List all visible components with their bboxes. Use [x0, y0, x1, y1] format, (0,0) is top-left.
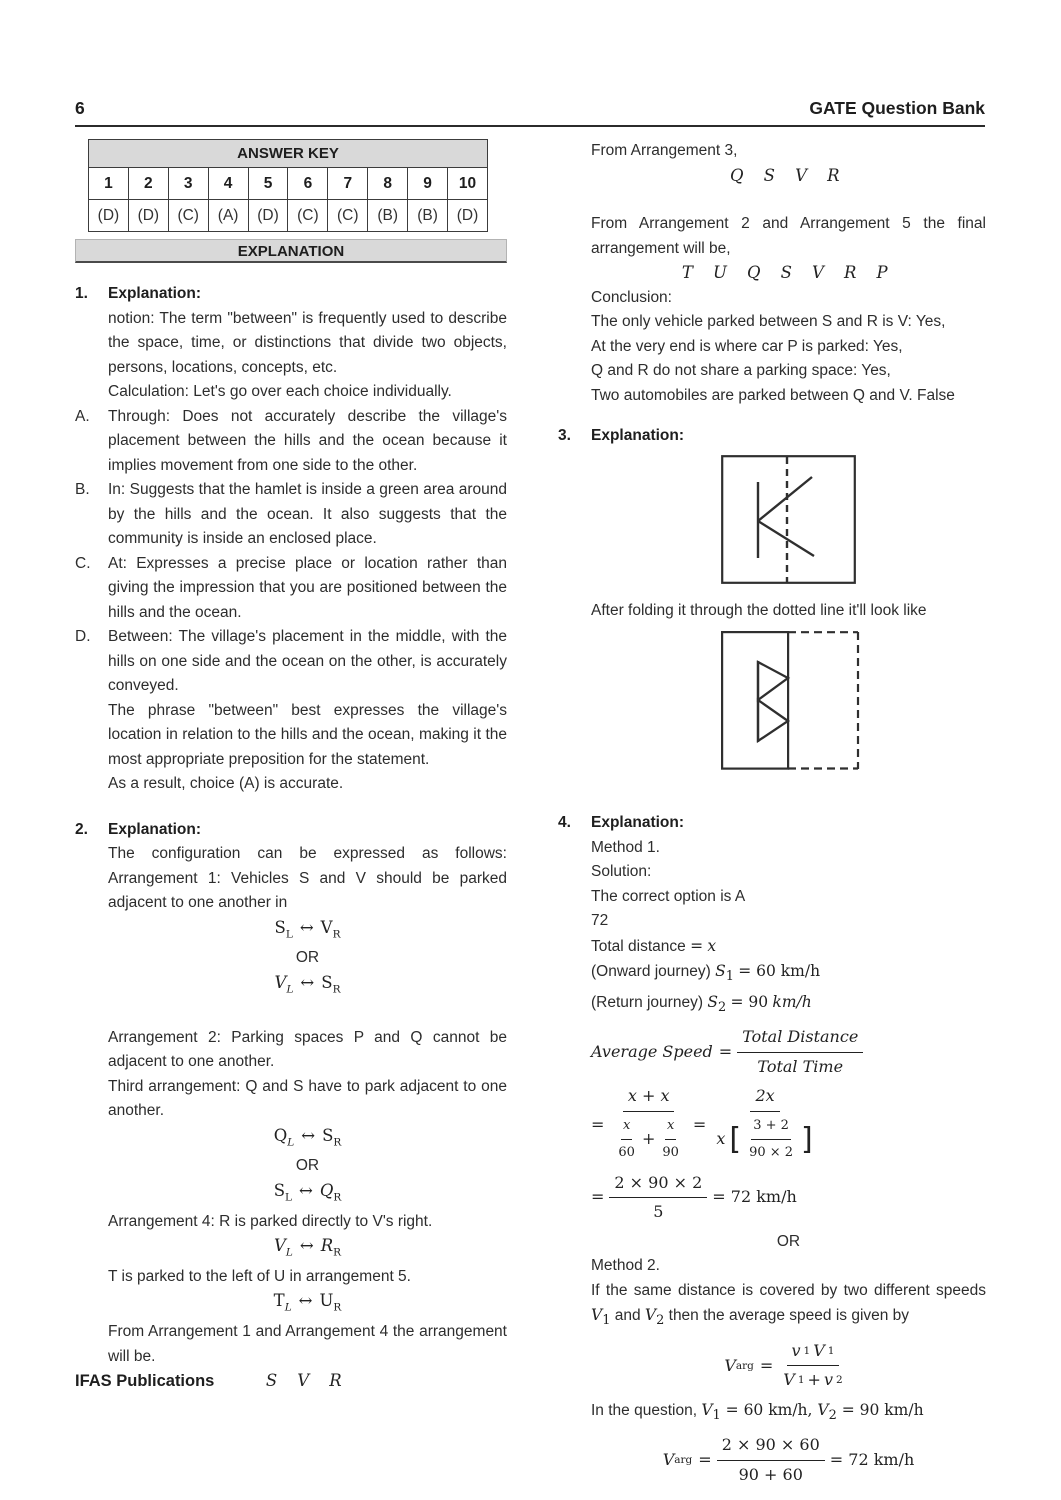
paragraph: As a result, choice (A) is accurate. — [108, 775, 344, 792]
k-shape-lower-diagonal — [758, 521, 814, 556]
paragraph: Third arrangement: Q and S have to park adjacent to one another. — [108, 1077, 507, 1120]
item-title: Explanation: — [108, 820, 202, 838]
left-column — [75, 282, 507, 1394]
paragraph: Two automobiles are parked between Q and V. False — [591, 386, 955, 404]
paragraph: The only vehicle parked between S and R is V: Yes, — [591, 313, 946, 330]
option-row — [75, 478, 507, 552]
explanation-item-2-continued — [558, 139, 986, 408]
answer-key-answer-cell: (D) — [89, 200, 129, 232]
paragraph: Calculation: Let's go over each choice individually. — [108, 383, 452, 400]
answer-key-number-cell: 9 — [408, 168, 448, 200]
paragraph: Conclusion: — [591, 288, 672, 306]
paragraph: At the very end is where car P is parked: Yes, — [591, 337, 903, 355]
option-row — [75, 625, 507, 699]
paragraph: The phrase "between" best expresses the village's location in relation to the hills and the ocean, making it the most appropriate preposition for the statement. — [108, 701, 507, 768]
formula-arrangement-5: $T_L$ ↔ $U_R$ — [273, 1291, 342, 1314]
paragraph: notion: The term "between" is frequently used to describe the space, time, or distinctions that divide two objects, persons, locations, concepts, etc. — [108, 309, 507, 376]
paragraph: T is parked to the left of U in arrangement 5. — [108, 1267, 411, 1285]
explanation-item-4 — [558, 811, 986, 1487]
or-separator: OR — [295, 1157, 320, 1175]
explanation-heading: EXPLANATION — [75, 239, 507, 263]
right-bracket: ] — [801, 1122, 813, 1158]
triangle-bottom — [758, 700, 788, 741]
answer-key-answer-cell: (D) — [128, 200, 168, 232]
answer-key-number-cell: 10 — [448, 168, 488, 200]
answer-key-table — [88, 139, 488, 232]
paragraph: From Arrangement 1 and Arrangement 4 the arrangement will be. — [108, 1323, 507, 1365]
paragraph: Solution: — [591, 863, 652, 880]
document-title: GATE Question Bank — [809, 98, 985, 118]
or-separator: OR — [776, 1232, 801, 1250]
v-avg-result-formula: V arg = $\frac{2 \times 90 \times 60}{90 + 60}$ = 72 km/h — [662, 1435, 915, 1484]
item-title: Explanation: — [108, 285, 202, 302]
left-right-arrow-icon: ↔ — [299, 917, 314, 937]
answer-key-answer-cell: (D) — [448, 200, 488, 232]
answer-key-answer-cell: (C) — [288, 200, 328, 232]
figure-before-fold — [721, 455, 986, 593]
item-number: 4. — [558, 814, 571, 831]
v-avg-formula: V arg = v 1 V 1 V 1 + v 2 — [724, 1340, 843, 1390]
left-bracket: [ — [729, 1122, 742, 1158]
option-row — [75, 552, 507, 626]
item-title: Explanation: — [591, 814, 685, 831]
page-number: 6 — [75, 98, 85, 118]
k-shape-upper-diagonal — [758, 477, 812, 521]
answer-key-answer-cell: (D) — [248, 200, 288, 232]
or-separator: OR — [295, 949, 320, 967]
left-right-arrow-icon: ↔ — [299, 1180, 313, 1200]
answer-key-number-cell: 4 — [208, 168, 248, 200]
formula-final-arrangement: T U Q S V R P — [681, 263, 896, 282]
paragraph: From Arrangement 3, — [591, 142, 738, 159]
unfolded-square-figure — [721, 455, 856, 584]
paragraph-method2: If the same distance is covered by two different speeds $V_1$ and $V_2$ then the average speed is given by — [591, 1281, 986, 1329]
formula-arrangement-1b: $V_L$ ↔ $S_R$ — [274, 972, 341, 996]
paragraph: The configuration can be expressed as follows: Arrangement 1: Vehicles S and V should be parked adjacent to one another in — [108, 845, 507, 911]
option-text: In: Suggests that the hamlet is inside a green area around by the hills and the ocean. It also suggests that the community is inside an enclosed place. — [108, 481, 507, 547]
answer-key-title: ANSWER KEY — [89, 140, 488, 168]
answer-value: 72 — [591, 912, 609, 929]
right-column — [558, 139, 986, 1492]
option-text: At: Expresses a precise place or location rather than giving the impression that you are positioned between the hills and the ocean. — [108, 554, 507, 621]
paragraph: Q and R do not share a parking space: Yes, — [591, 362, 891, 379]
item-number: 3. — [558, 427, 571, 444]
item-number: 1. — [75, 285, 88, 302]
paragraph: Arrangement 4: R is parked directly to V's right. — [108, 1212, 433, 1230]
explanation-item-3 — [558, 424, 986, 778]
square-outline — [722, 456, 855, 583]
figure-after-fold — [721, 631, 986, 779]
footer-text: IFAS Publications — [75, 1372, 215, 1390]
left-right-arrow-icon: ↔ — [299, 1236, 314, 1256]
answer-key-number-cell: 2 — [128, 168, 168, 200]
answer-key-answer-cell: (B) — [408, 200, 448, 232]
option-row — [75, 405, 507, 479]
option-label: B. — [75, 481, 90, 498]
item-title: Explanation: — [591, 427, 685, 444]
explanation-item-1 — [75, 282, 507, 797]
item-number: 2. — [75, 820, 88, 838]
formula-arrangement-4: $V_L$ ↔ $R_R$ — [273, 1236, 342, 1259]
option-label: D. — [75, 628, 91, 645]
answer-key-number-cell: 8 — [368, 168, 408, 200]
math-line-in-question: In the question, $V_1 = 60$ km/h, $V_2 = 90$ km/h — [591, 1400, 924, 1423]
answer-key-answer-row — [89, 200, 488, 232]
page-header — [75, 98, 985, 119]
formula-arrangement-result: Q S V R — [730, 165, 847, 185]
triangle-top — [758, 662, 788, 700]
answer-key-answer-cell: (B) — [368, 200, 408, 232]
answer-key-answer-cell: (C) — [168, 200, 208, 232]
math-line-total-distance: Total distance = x — [591, 936, 717, 955]
option-label: A. — [75, 407, 90, 425]
answer-key-answer-cell: (A) — [208, 200, 248, 232]
answer-key-number-cell: 7 — [328, 168, 368, 200]
option-text: Between: The village's placement in the middle, with the hills on one side and the ocean on the other, is accurately conveyed. — [108, 628, 507, 694]
math-line-onward: (Onward journey) $S_1 = 60$ km/h — [591, 962, 821, 985]
paragraph: The correct option is A — [591, 887, 746, 905]
answer-key-number-cell: 3 — [168, 168, 208, 200]
header-divider — [75, 125, 985, 127]
option-label: C. — [75, 554, 91, 572]
figure-caption: After folding it through the dotted line it'll look like — [591, 602, 927, 619]
paragraph: Method 1. — [591, 838, 660, 856]
paragraph: From Arrangement 2 and Arrangement 5 the final arrangement will be, — [591, 215, 986, 257]
answer-key-number-row — [89, 168, 488, 200]
answer-key-number-cell: 6 — [288, 168, 328, 200]
answer-key-number-cell: 1 — [89, 168, 129, 200]
left-right-arrow-icon: ↔ — [301, 1125, 316, 1145]
average-speed-formula: Average Speed = $\frac{\text{Total Distance}}{\text{Total Time}}$ — [558, 1025, 986, 1079]
folded-rect-outline — [722, 632, 788, 769]
math-line-return: (Return journey) $S_2 = 90$ km/h — [591, 992, 812, 1015]
paragraph: Arrangement 2: Parking spaces P and Q cannot be adjacent to one another. — [108, 1028, 507, 1071]
left-right-arrow-icon: ↔ — [300, 972, 315, 992]
paragraph: Method 2. — [591, 1257, 660, 1275]
average-speed-step-2: = $\frac{2 \times 90 \times 2}{5}$ = 72 km/h — [591, 1172, 797, 1222]
option-text: Through: Does not accurately describe the village's placement between the hills and the ocean because it implies movement from one side to the other. — [108, 407, 507, 474]
formula-arrangement-3b: $S_L$ ↔ $Q_R$ — [273, 1180, 342, 1204]
formula-arrangement-3a: $Q_L$ ↔ $S_R$ — [273, 1125, 342, 1148]
explanation-item-2 — [75, 818, 507, 1394]
folded-figure — [721, 631, 861, 770]
answer-key-answer-cell: (C) — [328, 200, 368, 232]
formula-arrangement-1a: $S_L$ ↔ $V_R$ — [274, 917, 341, 940]
formula-partial-arrangement: S V R — [265, 1371, 350, 1391]
average-speed-step-1: = x + x $\frac{x}{60}$ + $\frac{x}{90}$ = 2x x [ $\frac{3 + 2}{90 \times 2}$ ] — [591, 1086, 813, 1161]
answer-key-number-cell: 5 — [248, 168, 288, 200]
left-right-arrow-icon: ↔ — [298, 1291, 313, 1311]
